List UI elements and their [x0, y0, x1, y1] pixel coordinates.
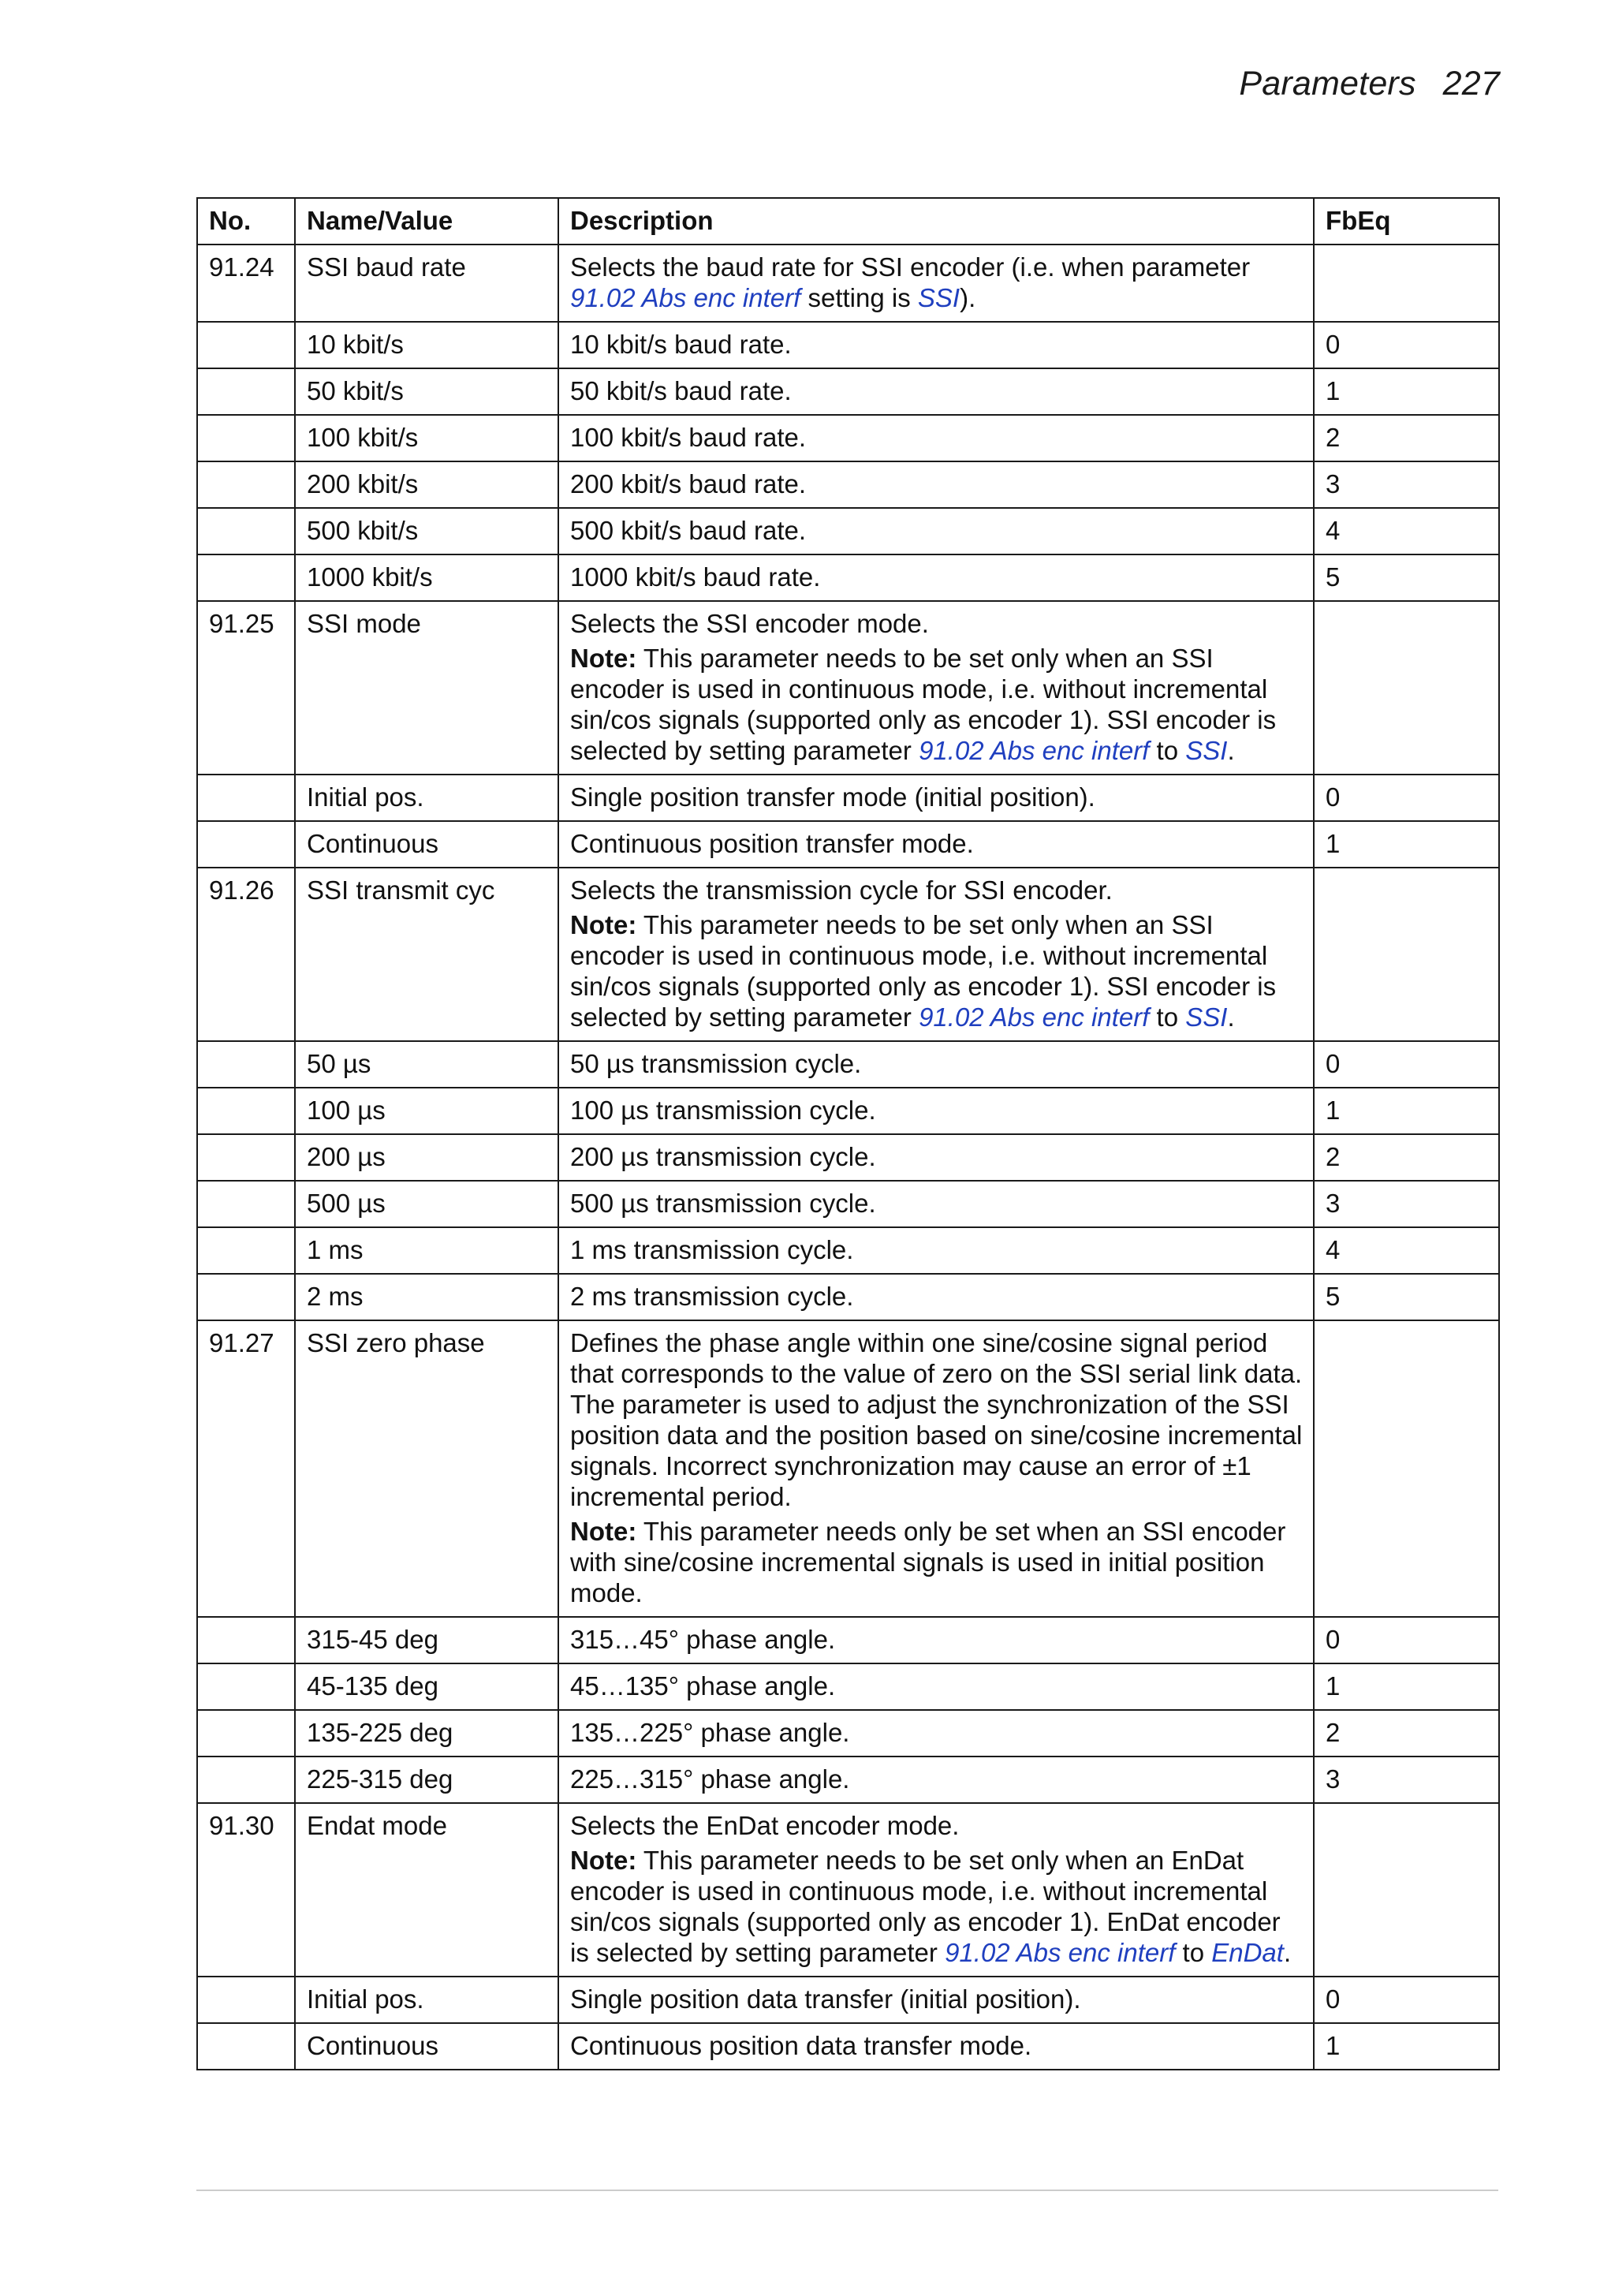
param-fbeq	[1314, 245, 1499, 322]
description-text: Defines the phase angle within one sine/cosine signal period that corresponds to the value of zero on the SSI serial link data. The parameter is used to adjust the synchronization of the SSI position data and the position based on sine/cosine incremental signals. Incorrect synchronization may cause an error of ±1 incremental period.	[570, 1328, 1303, 1511]
parameter-table	[196, 197, 1500, 2070]
param-fbeq: 5	[1314, 1274, 1499, 1320]
description-text: 500 kbit/s baud rate.	[570, 516, 807, 545]
param-fbeq	[1314, 1803, 1499, 1977]
param-name-value: 315-45 deg	[295, 1617, 558, 1663]
description-text: .	[1227, 736, 1235, 765]
param-fbeq: 1	[1314, 1663, 1499, 1710]
table-row	[197, 1274, 1499, 1320]
param-fbeq	[1314, 1320, 1499, 1617]
param-description	[558, 461, 1314, 508]
description-text: Single position data transfer (initial position).	[570, 1984, 1081, 2014]
description-paragraph	[570, 1764, 1304, 1794]
parameter-link[interactable]: SSI	[1185, 736, 1228, 765]
description-text: 100 kbit/s baud rate.	[570, 423, 807, 452]
param-description	[558, 508, 1314, 554]
table-row	[197, 821, 1499, 868]
param-fbeq: 2	[1314, 415, 1499, 461]
description-text: 225…315° phase angle.	[570, 1764, 850, 1794]
parameter-link[interactable]: 91.02 Abs enc interf	[919, 1002, 1150, 1032]
description-text: This parameter needs to be set only when an SSI encoder is used in continuous mode, i.e. without incremental sin/cos signals (supported only as encoder 1). SSI encoder is selected by setting parameter	[570, 644, 1277, 765]
table-row	[197, 601, 1499, 775]
description-paragraph	[570, 608, 1304, 639]
description-paragraph	[570, 469, 1304, 499]
table-row	[197, 1088, 1499, 1134]
param-name-value: 100 kbit/s	[295, 415, 558, 461]
param-name-value: 100 µs	[295, 1088, 558, 1134]
param-number	[197, 1617, 295, 1663]
description-text: 135…225° phase angle.	[570, 1718, 850, 1747]
table-row	[197, 1663, 1499, 1710]
param-fbeq: 2	[1314, 1134, 1499, 1181]
param-description	[558, 245, 1314, 322]
param-fbeq: 1	[1314, 821, 1499, 868]
description-paragraph	[570, 1327, 1304, 1512]
param-number: 91.25	[197, 601, 295, 775]
param-fbeq: 3	[1314, 1757, 1499, 1803]
param-name-value: 2 ms	[295, 1274, 558, 1320]
table-row	[197, 415, 1499, 461]
param-name-value: Endat mode	[295, 1803, 558, 1977]
param-description	[558, 1088, 1314, 1134]
param-description	[558, 1320, 1314, 1617]
table-row	[197, 775, 1499, 821]
description-text: This parameter needs to be set only when an SSI encoder is used in continuous mode, i.e. without incremental sin/cos signals (supported only as encoder 1). SSI encoder is selected by setting parameter	[570, 910, 1277, 1032]
param-description	[558, 368, 1314, 415]
param-name-value: 500 kbit/s	[295, 508, 558, 554]
description-text: 100 µs transmission cycle.	[570, 1096, 876, 1125]
param-name-value: Initial pos.	[295, 1977, 558, 2023]
param-number	[197, 508, 295, 554]
description-paragraph	[570, 1516, 1304, 1608]
param-description	[558, 1663, 1314, 1710]
note-label: Note:	[570, 910, 637, 939]
table-row	[197, 1181, 1499, 1227]
description-text: Selects the baud rate for SSI encoder (i.e. when parameter	[570, 252, 1251, 282]
param-fbeq: 1	[1314, 368, 1499, 415]
description-text: 50 kbit/s baud rate.	[570, 376, 792, 405]
parameter-link[interactable]: 91.02 Abs enc interf	[945, 1938, 1176, 1967]
description-paragraph	[570, 1095, 1304, 1126]
param-number	[197, 1088, 295, 1134]
param-name-value: 225-315 deg	[295, 1757, 558, 1803]
table-row	[197, 461, 1499, 508]
table-row	[197, 1803, 1499, 1977]
param-name-value: SSI transmit cyc	[295, 868, 558, 1041]
description-text: Selects the transmission cycle for SSI encoder.	[570, 875, 1113, 905]
param-name-value: Initial pos.	[295, 775, 558, 821]
table-body	[197, 245, 1499, 2070]
param-description	[558, 775, 1314, 821]
parameter-link[interactable]: SSI	[917, 283, 960, 312]
description-paragraph	[570, 643, 1304, 766]
description-paragraph	[570, 515, 1304, 546]
column-header-fbeq: FbEq	[1314, 198, 1499, 245]
description-paragraph	[570, 875, 1304, 905]
description-text: This parameter needs only be set when an SSI encoder with sine/cosine incremental signals is used in initial position mode.	[570, 1517, 1286, 1607]
parameter-link[interactable]: EnDat	[1211, 1938, 1284, 1967]
description-text: 2 ms transmission cycle.	[570, 1282, 854, 1311]
param-name-value: 135-225 deg	[295, 1710, 558, 1757]
param-fbeq: 3	[1314, 1181, 1499, 1227]
description-paragraph	[570, 252, 1304, 313]
param-number	[197, 368, 295, 415]
param-number	[197, 2023, 295, 2070]
param-name-value: 1000 kbit/s	[295, 554, 558, 601]
param-name-value: 1 ms	[295, 1227, 558, 1274]
param-name-value: Continuous	[295, 2023, 558, 2070]
note-label: Note:	[570, 644, 637, 673]
param-number	[197, 821, 295, 868]
param-name-value: 50 µs	[295, 1041, 558, 1088]
description-text: Selects the EnDat encoder mode.	[570, 1811, 960, 1840]
description-text: 315…45° phase angle.	[570, 1625, 836, 1654]
param-name-value: 200 µs	[295, 1134, 558, 1181]
description-paragraph	[570, 1671, 1304, 1701]
description-paragraph	[570, 329, 1304, 360]
param-name-value: SSI baud rate	[295, 245, 558, 322]
param-fbeq: 3	[1314, 461, 1499, 508]
param-number	[197, 461, 295, 508]
description-paragraph	[570, 1984, 1304, 2014]
param-number	[197, 1041, 295, 1088]
description-paragraph	[570, 562, 1304, 592]
note-label: Note:	[570, 1517, 637, 1546]
description-paragraph	[570, 2030, 1304, 2061]
param-number	[197, 1710, 295, 1757]
param-fbeq	[1314, 601, 1499, 775]
table-row	[197, 1227, 1499, 1274]
param-fbeq: 0	[1314, 322, 1499, 368]
param-description	[558, 1710, 1314, 1757]
param-name-value: 50 kbit/s	[295, 368, 558, 415]
param-description	[558, 415, 1314, 461]
param-number: 91.24	[197, 245, 295, 322]
table-row	[197, 868, 1499, 1041]
section-title: Parameters	[1239, 65, 1416, 103]
param-number	[197, 554, 295, 601]
param-description	[558, 868, 1314, 1041]
param-number	[197, 775, 295, 821]
param-name-value: 10 kbit/s	[295, 322, 558, 368]
description-text: This parameter needs to be set only when an EnDat encoder is used in continuous mode, i.e. without incremental sin/cos signals (supported only as encoder 1). EnDat encoder is selected by setting parameter	[570, 1846, 1281, 1967]
param-fbeq	[1314, 868, 1499, 1041]
param-fbeq: 1	[1314, 2023, 1499, 2070]
param-description	[558, 1977, 1314, 2023]
param-fbeq: 5	[1314, 554, 1499, 601]
description-paragraph	[570, 1281, 1304, 1312]
param-fbeq: 4	[1314, 508, 1499, 554]
description-paragraph	[570, 1624, 1304, 1655]
description-text: to	[1175, 1938, 1212, 1967]
column-header-no: No.	[197, 198, 295, 245]
param-name-value: SSI zero phase	[295, 1320, 558, 1617]
description-paragraph	[570, 909, 1304, 1032]
description-text: 200 kbit/s baud rate.	[570, 469, 807, 498]
param-description	[558, 554, 1314, 601]
table-row	[197, 508, 1499, 554]
description-text: to	[1149, 736, 1186, 765]
footer-divider	[196, 2190, 1498, 2191]
page-header	[1239, 65, 1500, 103]
table-row	[197, 322, 1499, 368]
description-paragraph	[570, 375, 1304, 406]
table-row	[197, 2023, 1499, 2070]
param-description	[558, 1757, 1314, 1803]
param-fbeq: 2	[1314, 1710, 1499, 1757]
description-paragraph	[570, 828, 1304, 859]
table-row	[197, 1617, 1499, 1663]
param-number: 91.30	[197, 1803, 295, 1977]
table-row	[197, 1757, 1499, 1803]
param-number	[197, 322, 295, 368]
description-text: 45…135° phase angle.	[570, 1671, 836, 1701]
param-fbeq: 4	[1314, 1227, 1499, 1274]
description-text: Continuous position data transfer mode.	[570, 2031, 1032, 2060]
description-paragraph	[570, 422, 1304, 453]
description-paragraph	[570, 1717, 1304, 1748]
description-paragraph	[570, 1048, 1304, 1079]
description-text: .	[1283, 1938, 1292, 1967]
param-name-value: 200 kbit/s	[295, 461, 558, 508]
param-number: 91.26	[197, 868, 295, 1041]
table-row	[197, 1041, 1499, 1088]
description-paragraph	[570, 1141, 1304, 1172]
description-paragraph	[570, 1810, 1304, 1841]
param-description	[558, 2023, 1314, 2070]
param-fbeq: 0	[1314, 775, 1499, 821]
param-fbeq: 1	[1314, 1088, 1499, 1134]
param-fbeq: 0	[1314, 1617, 1499, 1663]
table-row	[197, 245, 1499, 322]
description-text: Continuous position transfer mode.	[570, 829, 974, 858]
parameter-link[interactable]: 91.02 Abs enc interf	[919, 736, 1150, 765]
param-description	[558, 821, 1314, 868]
description-text: 200 µs transmission cycle.	[570, 1142, 876, 1171]
param-description	[558, 601, 1314, 775]
table-row	[197, 1710, 1499, 1757]
column-header-name-value: Name/Value	[295, 198, 558, 245]
param-name-value: 45-135 deg	[295, 1663, 558, 1710]
description-text: 50 µs transmission cycle.	[570, 1049, 862, 1078]
parameter-link[interactable]: SSI	[1185, 1002, 1228, 1032]
column-header-description: Description	[558, 198, 1314, 245]
param-name-value: Continuous	[295, 821, 558, 868]
description-text: 500 µs transmission cycle.	[570, 1189, 876, 1218]
param-number	[197, 1757, 295, 1803]
description-paragraph	[570, 1188, 1304, 1219]
description-text: ).	[960, 283, 976, 312]
param-number	[197, 1274, 295, 1320]
description-text: 1 ms transmission cycle.	[570, 1235, 854, 1264]
description-text: 1000 kbit/s baud rate.	[570, 562, 821, 592]
parameter-link[interactable]: 91.02 Abs enc interf	[570, 283, 801, 312]
description-text: .	[1227, 1002, 1235, 1032]
table-row	[197, 1977, 1499, 2023]
param-number	[197, 1181, 295, 1227]
param-number	[197, 1227, 295, 1274]
page-number: 227	[1442, 65, 1500, 103]
table-row	[197, 1320, 1499, 1617]
param-description	[558, 322, 1314, 368]
param-name-value: 500 µs	[295, 1181, 558, 1227]
description-paragraph	[570, 782, 1304, 812]
table-row	[197, 554, 1499, 601]
table-header-row	[197, 198, 1499, 245]
table-row	[197, 1134, 1499, 1181]
param-number: 91.27	[197, 1320, 295, 1617]
param-number	[197, 415, 295, 461]
param-number	[197, 1663, 295, 1710]
param-description	[558, 1134, 1314, 1181]
note-label: Note:	[570, 1846, 637, 1875]
param-description	[558, 1274, 1314, 1320]
param-description	[558, 1181, 1314, 1227]
param-fbeq: 0	[1314, 1041, 1499, 1088]
param-number	[197, 1134, 295, 1181]
param-number	[197, 1977, 295, 2023]
description-text: Single position transfer mode (initial position).	[570, 782, 1095, 812]
param-description	[558, 1617, 1314, 1663]
description-text: setting is	[800, 283, 918, 312]
table-row	[197, 368, 1499, 415]
description-text: Selects the SSI encoder mode.	[570, 609, 929, 638]
param-name-value: SSI mode	[295, 601, 558, 775]
param-description	[558, 1227, 1314, 1274]
param-description	[558, 1041, 1314, 1088]
param-fbeq: 0	[1314, 1977, 1499, 2023]
description-text: 10 kbit/s baud rate.	[570, 330, 792, 359]
description-text: to	[1149, 1002, 1186, 1032]
param-description	[558, 1803, 1314, 1977]
description-paragraph	[570, 1234, 1304, 1265]
description-paragraph	[570, 1845, 1304, 1968]
